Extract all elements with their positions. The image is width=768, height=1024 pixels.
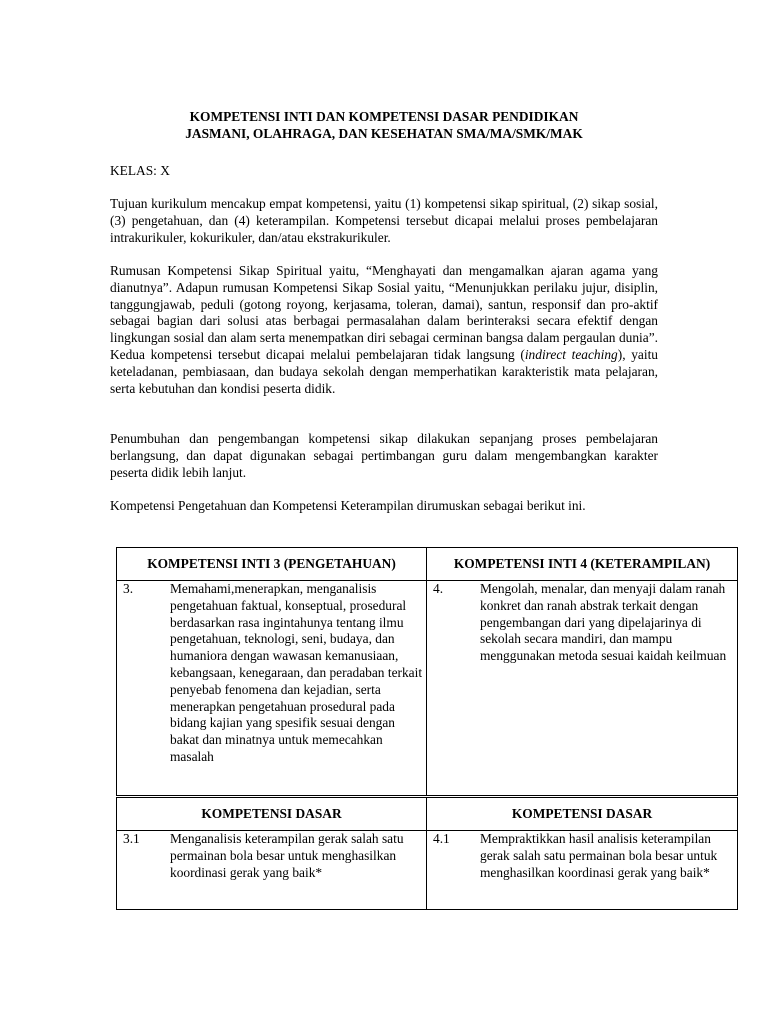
ki3-text: Memahami,menerapkan, menganalisis pengetahuan faktual, konseptual, prosedural berdasarkan rasa ingintahunya tentang ilmu pengetahuan, teknologi, seni, budaya, dan humaniora dengan wawasan kemanusiaan, kebangsaan, kenegaraan, dan peradaban terkait penyebab fenomena dan kejadian, serta menerapkan pengetahuan prosedural pada bidang kajian yang spesifik sesuai dengan bakat dan minatnya untuk memecahkan masalah xyxy=(170,581,423,764)
class-label: KELAS: X xyxy=(110,163,170,178)
header-kd-left: KOMPETENSI DASAR xyxy=(117,798,427,831)
paragraph-curriculum-goals: Tujuan kurikulum mencakup empat kompetensi, yaitu (1) kompetensi sikap spiritual, (2) sikap sosial, (3) pengetahuan, dan (4) keterampilan. Kompetensi tersebut dicapai melalui proses pembelajaran intrakurikuler, kokurikuler, dan/atau ekstrakurikuler. xyxy=(110,196,658,245)
paragraph-attitude-italic: indirect teaching xyxy=(524,346,618,362)
table-row xyxy=(117,581,738,796)
title-line-1: KOMPETENSI INTI DAN KOMPETENSI DASAR PENDIDIKAN xyxy=(189,109,579,124)
ki4-number: 4. xyxy=(433,581,444,596)
kd4-number: 4.1 xyxy=(433,831,450,846)
title-line-2: JASMANI, OLAHRAGA, DAN KESEHATAN SMA/MA/SMK/MAK xyxy=(185,126,583,141)
basic-competency-header-row xyxy=(117,798,738,831)
cell-kd3 xyxy=(117,831,427,910)
ki3-number: 3. xyxy=(123,581,134,596)
core-competency-table xyxy=(116,547,738,796)
document-title xyxy=(110,108,658,142)
paragraph-attitude-competencies xyxy=(110,263,658,397)
ki4-text: Mengolah, menalar, dan menyaji dalam ranah konkret dan ranah abstrak terkait dengan pengembangan dari yang dipelajarinya di sekolah secara mandiri, dan mampu menggunakan metoda sesuai kaidah keilmuan xyxy=(480,581,727,664)
paragraph-attitude-text-1: Rumusan Kompetensi Sikap Spiritual yaitu, “Menghayati dan mengamalkan ajaran agama yang dianutnya”. Adapun rumusan Kompetensi Sikap Sosial yaitu, “Menunjukkan perilaku jujur, disiplin, tanggungjawab, peduli (gotong royong, kerjasama, toleran, damai), santun, responsif dan pro-aktif sebagai bagian dari solusi atas berbagai permasalahan dalam berinteraksi secara efektif dengan lingkungan sosial dan alam serta menempatkan diri sebagai cerminan bangsa dalam pergaulan dunia”. Kedua kompetensi tersebut dicapai melalui pembelajaran tidak langsung ( xyxy=(110,263,658,362)
kd3-text: Menganalisis keterampilan gerak salah satu permainan bola besar untuk menghasilkan koordinasi gerak yang baik* xyxy=(170,831,404,880)
cell-kd4 xyxy=(427,831,738,910)
kd3-number: 3.1 xyxy=(123,831,140,846)
cell-ki4 xyxy=(427,581,738,796)
paragraph-competency-intro: Kompetensi Pengetahuan dan Kompetensi Keterampilan dirumuskan sebagai berikut ini. xyxy=(110,498,586,513)
basic-competency-table xyxy=(116,797,738,910)
table-row xyxy=(117,831,738,910)
core-competency-header-row xyxy=(117,548,738,581)
paragraph-attitude-development: Penumbuhan dan pengembangan kompetensi sikap dilakukan sepanjang proses pembelajaran berlangsung, dan dapat digunakan sebagai pertimbangan guru dalam mengembangkan karakter peserta didik lebih lanjut. xyxy=(110,431,658,480)
header-ki4: KOMPETENSI INTI 4 (KETERAMPILAN) xyxy=(427,548,738,581)
cell-ki3 xyxy=(117,581,427,796)
kd4-text: Mempraktikkan hasil analisis keterampilan gerak salah satu permainan bola besar untuk menghasilkan koordinasi gerak yang baik* xyxy=(480,831,718,880)
paragraph-attitude-text-2: ), yaitu keteladanan, pembiasaan, dan budaya sekolah dengan memperhatikan karakteristik mata pelajaran, serta kebutuhan dan kondisi peserta didik. xyxy=(110,346,658,396)
header-ki3: KOMPETENSI INTI 3 (PENGETAHUAN) xyxy=(117,548,427,581)
header-kd-right: KOMPETENSI DASAR xyxy=(427,798,738,831)
